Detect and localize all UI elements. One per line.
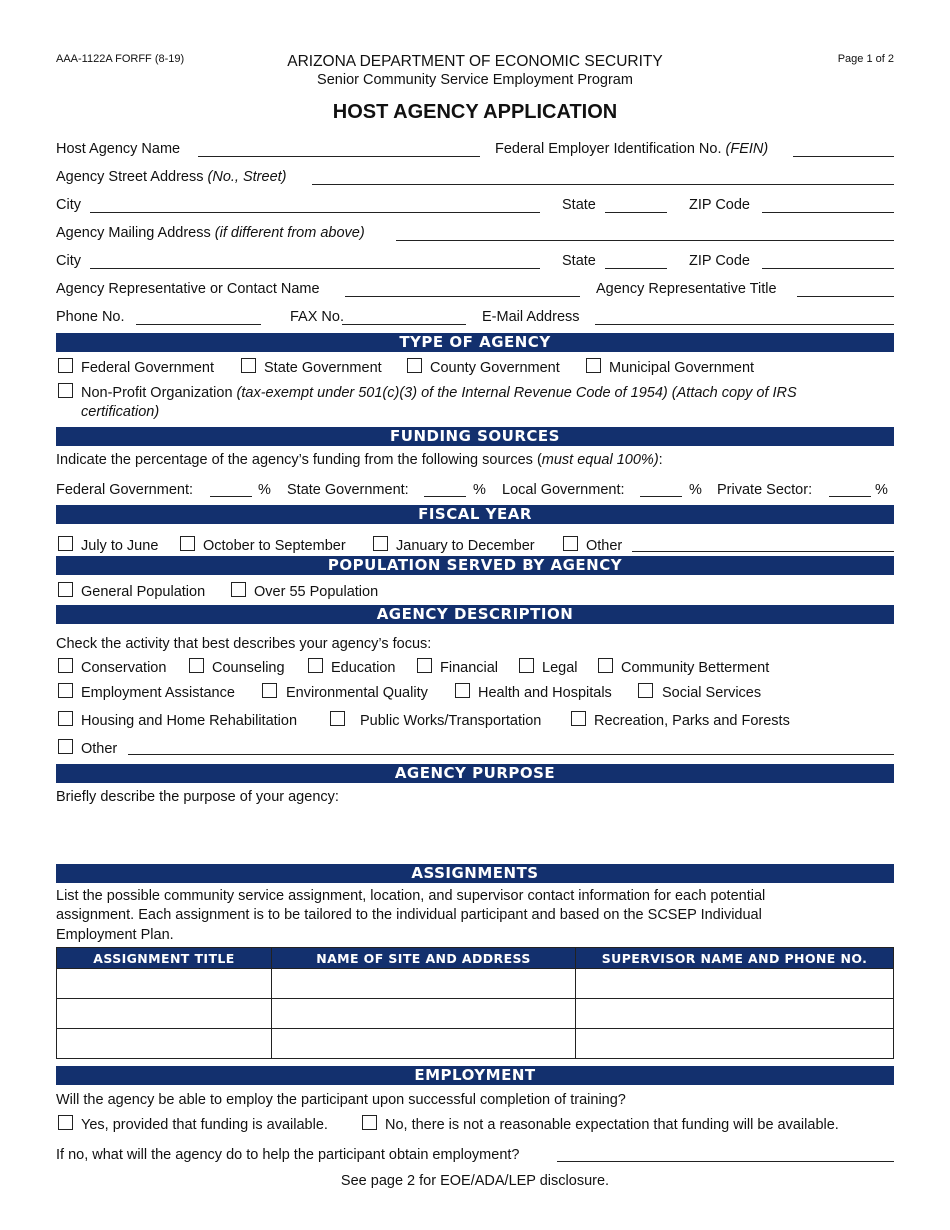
program-name: Senior Community Service Employment Program [317, 72, 633, 88]
education-label: Education [331, 660, 396, 676]
local-funding-label: Local Government: [502, 482, 625, 498]
city-label: City [56, 197, 81, 213]
federal-funding-field[interactable] [210, 496, 252, 497]
fiscal-year-heading: FISCAL YEAR [56, 505, 894, 524]
federal-funding-label: Federal Government: [56, 482, 194, 498]
fein-abbr: (FEIN) [725, 141, 769, 157]
street-label-text: Agency Street Address [56, 169, 204, 185]
health-hospitals-checkbox[interactable] [455, 683, 470, 698]
mailing-city-field[interactable] [90, 268, 540, 269]
fiscal-other-label: Other [586, 538, 623, 554]
recreation-checkbox[interactable] [571, 711, 586, 726]
fiscal-other-checkbox[interactable] [563, 536, 578, 551]
employment-assistance-checkbox[interactable] [58, 683, 73, 698]
state-funding-field[interactable] [424, 496, 466, 497]
counseling-checkbox[interactable] [189, 658, 204, 673]
funding-sources-heading: FUNDING SOURCES [56, 427, 894, 446]
october-september-label: October to September [203, 538, 346, 554]
fax-label: FAX No. [290, 309, 344, 325]
department-name: ARIZONA DEPARTMENT OF ECONOMIC SECURITY [287, 53, 663, 70]
agency-purpose-heading: AGENCY PURPOSE [56, 764, 894, 783]
supervisor-header: SUPERVISOR NAME AND PHONE NO. [576, 948, 894, 969]
local-pct: % [689, 482, 702, 498]
mailing-zip-field[interactable] [762, 268, 894, 269]
rep-title-field[interactable] [797, 296, 894, 297]
purpose-instruction: Briefly describe the purpose of your agency: [56, 789, 339, 805]
nonprofit-note-continued: certification) [81, 404, 160, 420]
email-label: E-Mail Address [482, 309, 580, 325]
table-row [57, 969, 894, 999]
site-address-header: NAME OF SITE AND ADDRESS [272, 948, 576, 969]
email-field[interactable] [595, 324, 894, 325]
municipal-government-checkbox[interactable] [586, 358, 601, 373]
phone-field[interactable] [136, 324, 261, 325]
site-address-cell[interactable] [272, 969, 576, 999]
nonprofit-label [81, 385, 797, 401]
mailing-address-label [56, 225, 365, 241]
funding-instruction-end: : [658, 452, 663, 468]
description-other-label: Other [81, 741, 118, 757]
assignments-header-row [57, 948, 894, 969]
assignments-instruction-line2: assignment. Each assignment is to be tailored to the individual participant and based on the SCSEP Individual [56, 907, 762, 923]
site-address-cell[interactable] [272, 1029, 576, 1059]
supervisor-cell[interactable] [576, 999, 894, 1029]
assignments-instruction-line3: Employment Plan. [56, 927, 174, 943]
description-other-checkbox[interactable] [58, 739, 73, 754]
social-services-label: Social Services [662, 685, 762, 701]
july-june-checkbox[interactable] [58, 536, 73, 551]
state-label: State [562, 197, 596, 213]
public-works-checkbox[interactable] [330, 711, 345, 726]
federal-government-checkbox[interactable] [58, 358, 73, 373]
fax-field[interactable] [342, 324, 466, 325]
street-address-label [56, 169, 287, 185]
type-of-agency-heading: TYPE OF AGENCY [56, 333, 894, 352]
employment-followup-label: If no, what will the agency do to help the participant obtain employment? [56, 1147, 520, 1163]
private-funding-field[interactable] [829, 496, 871, 497]
financial-checkbox[interactable] [417, 658, 432, 673]
page-number: Page 1 of 2 [837, 53, 894, 65]
assignment-title-cell[interactable] [57, 999, 272, 1029]
employment-no-checkbox[interactable] [362, 1115, 377, 1130]
community-betterment-checkbox[interactable] [598, 658, 613, 673]
page-title: HOST AGENCY APPLICATION [332, 101, 618, 123]
zip-label: ZIP Code [689, 197, 750, 213]
employment-no-label: No, there is not a reasonable expectation that funding will be available. [385, 1117, 839, 1133]
counseling-label: Counseling [212, 660, 285, 676]
state-government-checkbox[interactable] [241, 358, 256, 373]
assignment-title-cell[interactable] [57, 969, 272, 999]
supervisor-cell[interactable] [576, 1029, 894, 1059]
host-agency-name-field[interactable] [198, 156, 480, 157]
funding-instruction-em: must equal 100%) [541, 452, 659, 468]
conservation-checkbox[interactable] [58, 658, 73, 673]
table-row [57, 1029, 894, 1059]
mailing-state-field[interactable] [605, 268, 667, 269]
federal-pct: % [258, 482, 271, 498]
description-instruction: Check the activity that best describes your agency’s focus: [56, 636, 432, 652]
january-december-checkbox[interactable] [373, 536, 388, 551]
description-other-field[interactable] [128, 754, 894, 755]
supervisor-cell[interactable] [576, 969, 894, 999]
legal-checkbox[interactable] [519, 658, 534, 673]
fein-field[interactable] [793, 156, 894, 157]
general-population-label: General Population [81, 584, 206, 600]
assignments-instruction-line1: List the possible community service assignment, location, and supervisor contact information for each potential [56, 888, 766, 904]
health-hospitals-label: Health and Hospitals [478, 685, 612, 701]
phone-label: Phone No. [56, 309, 125, 325]
site-address-cell[interactable] [272, 999, 576, 1029]
street-hint: (No., Street) [207, 169, 287, 185]
form-id: AAA-1122A FORFF (8-19) [56, 53, 185, 65]
funding-instruction [56, 452, 663, 468]
purpose-answer-area[interactable] [56, 808, 894, 858]
assignments-heading: ASSIGNMENTS [56, 864, 894, 883]
assignment-title-cell[interactable] [57, 1029, 272, 1059]
recreation-label: Recreation, Parks and Forests [594, 713, 790, 729]
nonprofit-label-text: Non-Profit Organization [81, 385, 233, 401]
housing-checkbox[interactable] [58, 711, 73, 726]
nonprofit-note: (tax-exempt under 501(c)(3) of the Internal Revenue Code of 1954) (Attach copy of IRS [236, 385, 797, 401]
social-services-checkbox[interactable] [638, 683, 653, 698]
general-population-checkbox[interactable] [58, 582, 73, 597]
october-september-checkbox[interactable] [180, 536, 195, 551]
employment-question: Will the agency be able to employ the participant upon successful completion of training? [56, 1092, 626, 1108]
nonprofit-checkbox[interactable] [58, 383, 73, 398]
municipal-government-label: Municipal Government [609, 360, 755, 376]
federal-government-label: Federal Government [81, 360, 214, 376]
fein-label-text: Federal Employer Identification No. [495, 141, 722, 157]
rep-name-label: Agency Representative or Contact Name [56, 281, 320, 297]
conservation-label: Conservation [81, 660, 167, 676]
host-agency-name-label: Host Agency Name [56, 141, 181, 157]
assignments-table [56, 947, 894, 1059]
rep-title-label: Agency Representative Title [596, 281, 777, 297]
july-june-label: July to June [81, 538, 159, 554]
mailing-hint: (if different from above) [214, 225, 365, 241]
county-government-checkbox[interactable] [407, 358, 422, 373]
employment-yes-checkbox[interactable] [58, 1115, 73, 1130]
private-pct: % [875, 482, 888, 498]
community-betterment-label: Community Betterment [621, 660, 770, 676]
state-funding-label: State Government: [287, 482, 409, 498]
funding-instruction-text: Indicate the percentage of the agency’s funding from the following sources ( [56, 452, 542, 468]
housing-label: Housing and Home Rehabilitation [81, 713, 298, 729]
mailing-label-text: Agency Mailing Address [56, 225, 211, 241]
table-row [57, 999, 894, 1029]
county-government-label: County Government [430, 360, 560, 376]
financial-label: Financial [440, 660, 499, 676]
january-december-label: January to December [396, 538, 535, 554]
state-pct: % [473, 482, 486, 498]
local-funding-field[interactable] [640, 496, 682, 497]
environmental-quality-label: Environmental Quality [286, 685, 428, 701]
mailing-address-field[interactable] [396, 240, 894, 241]
over-55-checkbox[interactable] [231, 582, 246, 597]
mailing-zip-label: ZIP Code [689, 253, 750, 269]
employment-assistance-label: Employment Assistance [81, 685, 235, 701]
public-works-label: Public Works/Transportation [360, 713, 542, 729]
fein-label [495, 141, 768, 157]
employment-followup-field[interactable] [557, 1161, 894, 1162]
footer-note: See page 2 for EOE/ADA/LEP disclosure. [340, 1173, 610, 1189]
rep-name-field[interactable] [345, 296, 580, 297]
employment-heading: EMPLOYMENT [56, 1066, 894, 1085]
employment-yes-label: Yes, provided that funding is available. [81, 1117, 328, 1133]
agency-description-heading: AGENCY DESCRIPTION [56, 605, 894, 624]
mailing-city-label: City [56, 253, 81, 269]
city-field[interactable] [90, 212, 540, 213]
state-field[interactable] [605, 212, 667, 213]
education-checkbox[interactable] [308, 658, 323, 673]
environmental-quality-checkbox[interactable] [262, 683, 277, 698]
street-address-field[interactable] [312, 184, 894, 185]
legal-label: Legal [542, 660, 578, 676]
state-government-label: State Government [264, 360, 382, 376]
zip-field[interactable] [762, 212, 894, 213]
population-heading: POPULATION SERVED BY AGENCY [56, 556, 894, 575]
assignment-title-header: ASSIGNMENT TITLE [57, 948, 272, 969]
private-funding-label: Private Sector: [717, 482, 813, 498]
over-55-label: Over 55 Population [254, 584, 379, 600]
fiscal-other-field[interactable] [632, 551, 894, 552]
mailing-state-label: State [562, 253, 596, 269]
